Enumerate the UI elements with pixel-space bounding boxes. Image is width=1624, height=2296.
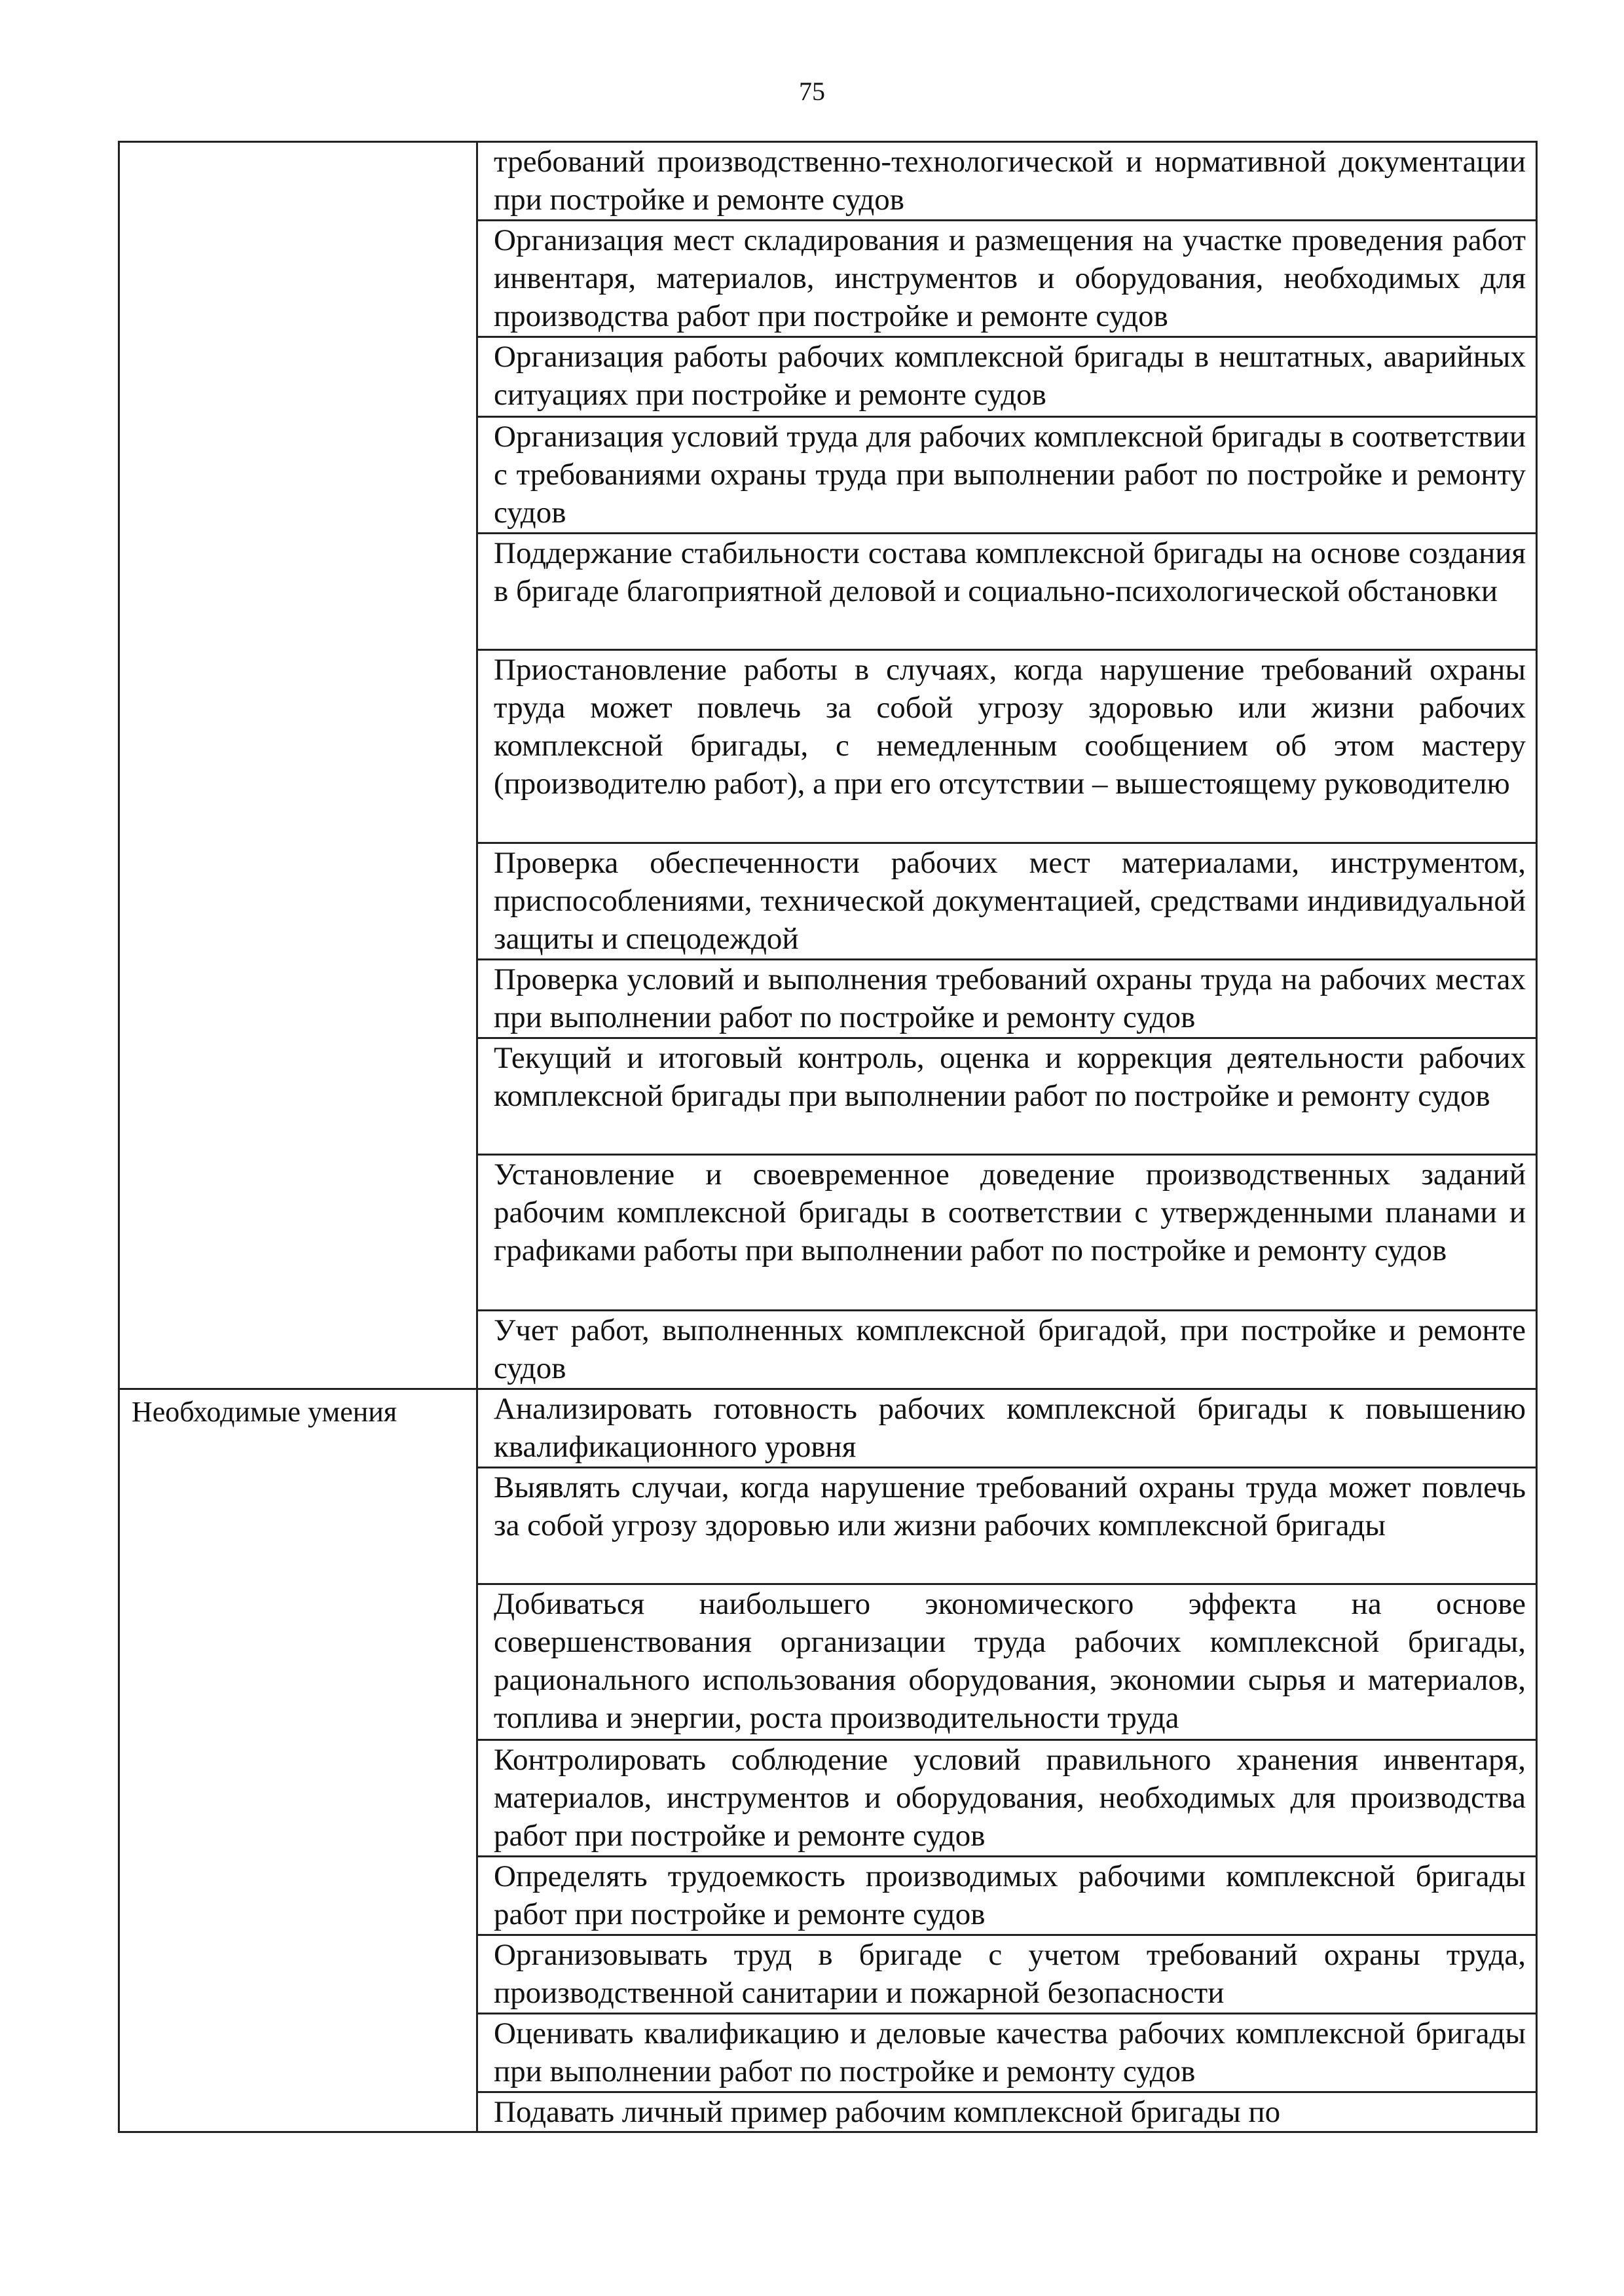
row-text: Проверка обеспеченности рабочих мест материалами, инструментом, приспособлениями, технической документацией, средствами индивидуальной защиты и спецодеждой <box>494 846 1526 956</box>
table-row <box>119 142 1537 221</box>
row-text-cell <box>477 1468 1537 1584</box>
row-text: требований производственно-технологической и нормативной документации при постройке и ремонте судов <box>494 145 1526 217</box>
row-text: Выявлять случаи, когда нарушение требований охраны труда может повлечь за собой угрозу здоровью или жизни рабочих комплексной бригады <box>494 1470 1526 1542</box>
row-text: Текущий и итоговый контроль, оценка и коррекция деятельности рабочих комплексной бригады при выполнении работ по постройке и ремонту судов <box>494 1041 1526 1113</box>
competency-table <box>118 141 1538 2133</box>
row-text-cell <box>477 417 1537 534</box>
row-text-cell <box>477 1155 1537 1311</box>
row-text-cell <box>477 1389 1537 1468</box>
row-text-cell <box>477 1311 1537 1389</box>
row-label: Необходимые умения <box>132 1396 397 1428</box>
row-text-cell <box>477 337 1537 417</box>
row-text-cell <box>477 221 1537 337</box>
row-text: Организация условий труда для рабочих комплексной бригады в соответствии с требованиями охраны труда при выполнении работ по постройке и ремонту судов <box>494 420 1526 530</box>
row-text-cell <box>477 1857 1537 1935</box>
row-text: Проверка условий и выполнения требований охраны труда на рабочих местах при выполнении работ по постройке и ремонту судов <box>494 962 1526 1034</box>
row-text-cell <box>477 1935 1537 2014</box>
row-text: Определять трудоемкость производимых рабочими комплексной бригады работ при постройке и ремонте судов <box>494 1859 1526 1931</box>
table-row <box>119 1389 1537 1468</box>
row-text-cell <box>477 960 1537 1038</box>
row-text: Добиваться наибольшего экономического эффекта на основе совершенствования организации труда рабочих комплексной бригады, рационального использования оборудования, экономии сырья и материалов, топлива и энергии, роста производительности труда <box>494 1587 1526 1735</box>
page-number: 75 <box>799 77 825 106</box>
row-text: Установление и своевременное доведение производственных заданий рабочим комплексной бригады в соответствии с утвержденными планами и графиками работы при выполнении работ по постройке и ремонту судов <box>494 1157 1526 1267</box>
row-label-cell <box>119 142 477 1389</box>
row-text: Поддержание стабильности состава комплексной бригады на основе создания в бригаде благоприятной деловой и социально-психологической обстановки <box>494 536 1526 608</box>
row-text-cell <box>477 2014 1537 2092</box>
row-text-cell <box>477 650 1537 843</box>
row-text: Учет работ, выполненных комплексной бригадой, при постройке и ремонте судов <box>494 1313 1526 1385</box>
row-text-cell <box>477 1038 1537 1155</box>
row-text-cell <box>477 142 1537 221</box>
row-text: Анализировать готовность рабочих комплексной бригады к повышению квалификационного уровня <box>494 1392 1526 1464</box>
row-text: Оценивать квалификацию и деловые качества рабочих комплексной бригады при выполнении работ по постройке и ремонту судов <box>494 2016 1526 2088</box>
row-text-cell <box>477 1740 1537 1857</box>
row-text-cell <box>477 534 1537 650</box>
row-text: Приостановление работы в случаях, когда нарушение требований охраны труда может повлечь за собой угрозу здоровью или жизни рабочих комплексной бригады, с немедленным сообщением об этом мастеру (производителю работ), а при его отсутствии – вышестоящему руководителю <box>494 653 1526 801</box>
row-text: Подавать личный пример рабочим комплексной бригады по <box>494 2095 1281 2129</box>
row-text: Организация мест складирования и размещения на участке проведения работ инвентаря, материалов, инструментов и оборудования, необходимых для производства работ при постройке и ремонте судов <box>494 223 1526 333</box>
row-text-cell <box>477 843 1537 960</box>
row-text-cell <box>477 1584 1537 1740</box>
row-text: Организовывать труд в бригаде с учетом требований охраны труда, производственной санитарии и пожарной безопасности <box>494 1938 1526 2010</box>
row-text-cell <box>477 2092 1537 2132</box>
row-text: Контролировать соблюдение условий правильного хранения инвентаря, материалов, инструментов и оборудования, необходимых для производства работ при постройке и ремонте судов <box>494 1743 1526 1853</box>
row-text: Организация работы рабочих комплексной бригады в нештатных, аварийных ситуациях при постройке и ремонте судов <box>494 340 1526 412</box>
row-label-cell <box>119 1389 477 2132</box>
